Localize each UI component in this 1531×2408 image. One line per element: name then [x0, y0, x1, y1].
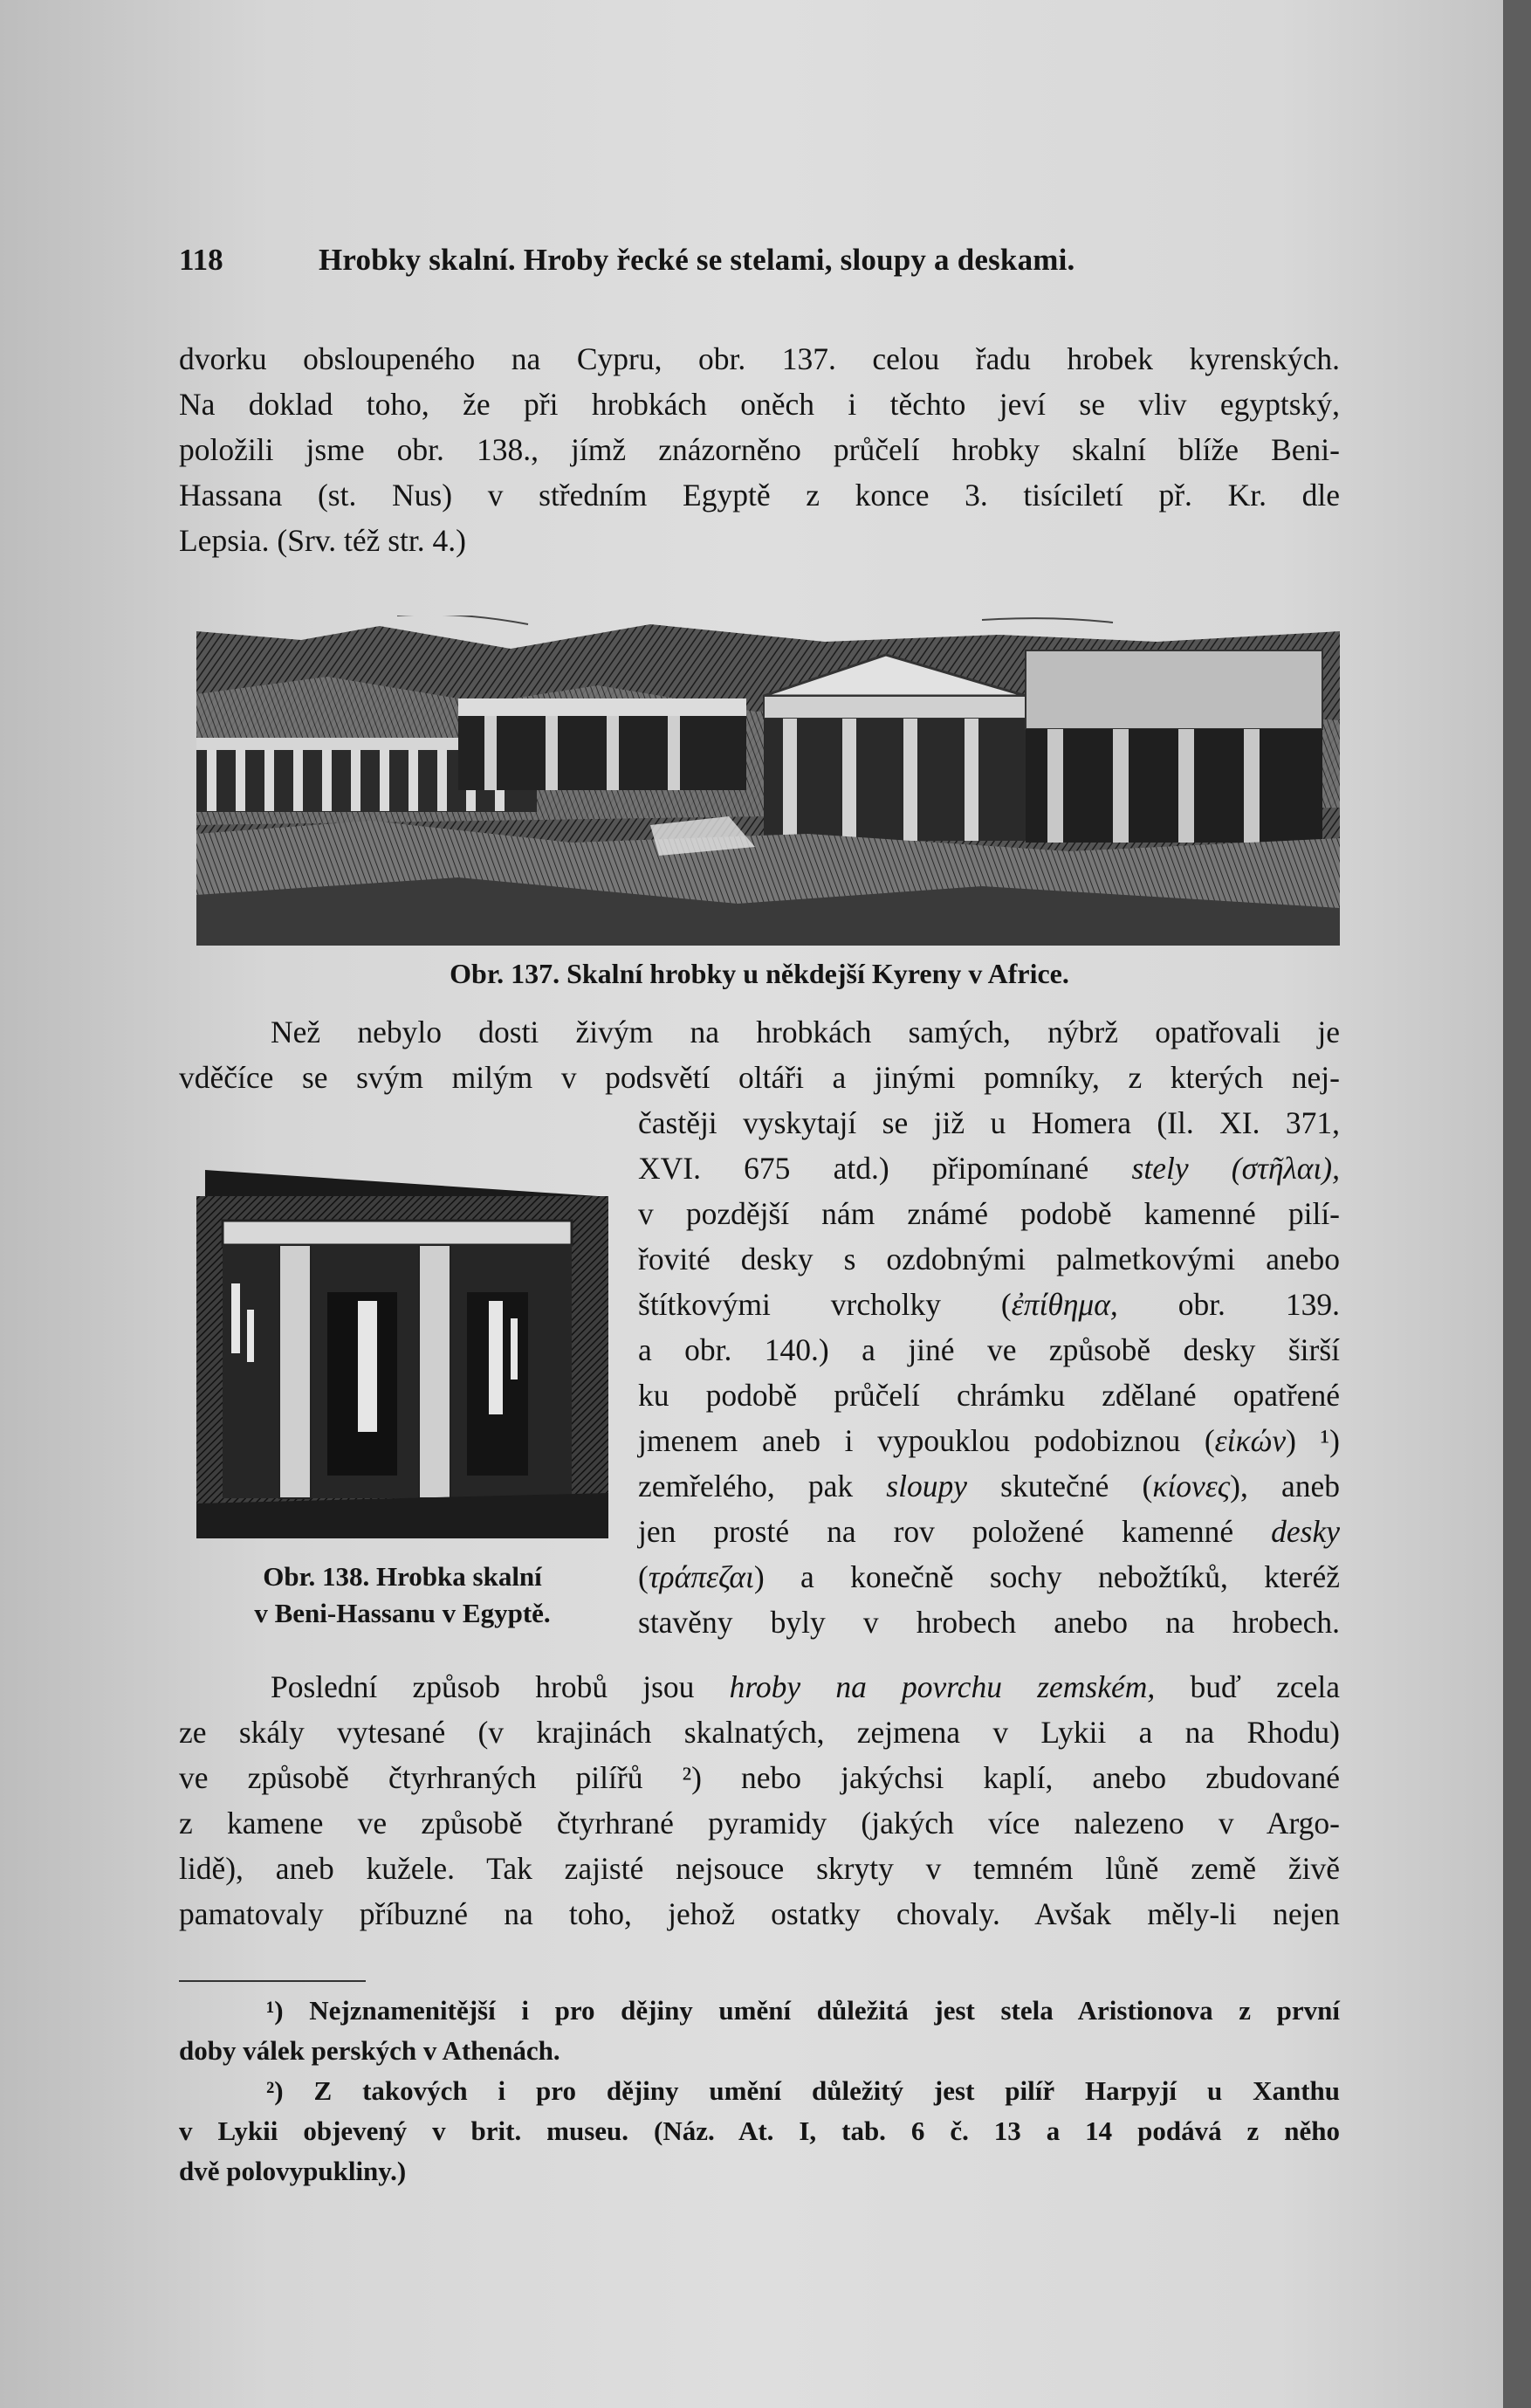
para2-line: vděčíce se svým milým v podsvětí oltáři a jinými pomníky, z kterých nej-	[179, 1060, 1340, 1095]
footnote-2-line: dvě polovypukliny.)	[179, 2156, 407, 2186]
para1-line: dvorku obsloupeného na Cypru, obr. 137. celou řadu hrobek kyrenských.	[179, 341, 1340, 376]
figure-138-caption-line: Obr. 138. Hrobka skalní	[263, 1561, 542, 1592]
para3-line: z kamene ve způsobě čtyrhrané pyramidy (jakých více nalezeno v Argo-	[179, 1806, 1340, 1840]
para3-line: ve způsobě čtyrhraných pilířů ²) nebo jakýchsi kaplí, anebo zbudované	[179, 1760, 1340, 1795]
para2-narrow-line: štítkovými vrcholky (ἐπίθημα, obr. 139.	[638, 1287, 1340, 1322]
para1-line: Lepsia. (Srv. též str. 4.)	[179, 523, 466, 558]
para2-narrow-line: v pozdější nám známé podobě kamenné pilí-	[638, 1196, 1340, 1231]
para1-line: Na doklad toho, že při hrobkách oněch i těchto jeví se vliv egyptský,	[179, 387, 1340, 422]
para3-line: Poslední způsob hrobů jsou hroby na povrchu zemském, buď zcela	[271, 1669, 1340, 1704]
beni-hassan-tomb-engraving	[196, 1161, 608, 1538]
figure-138-caption	[196, 1558, 608, 1632]
para2-narrow-line: ku podobě průčelí chrámku zdělané opatřené	[638, 1378, 1340, 1413]
page-content	[179, 0, 1340, 2408]
para2-narrow-line: jen prosté na rov položené kamenné desky	[638, 1514, 1340, 1549]
para1-line: Hassana (st. Nus) v středním Egyptě z konce 3. tisíciletí př. Kr. dle	[179, 478, 1340, 513]
para1-line: položili jsme obr. 138., jímž znázorněno průčelí hrobky skalní blíže Beni-	[179, 432, 1340, 467]
para2-narrow-line: častěji vyskytají se již u Homera (Il. XI. 371,	[638, 1105, 1340, 1140]
footnote-rule	[179, 1980, 366, 1982]
para2-narrow-line: (τράπεζαι) a konečně sochy nebožtíků, kteréž	[638, 1559, 1340, 1594]
footnote-2-line: v Lykii objevený v brit. museu. (Náz. At. I, tab. 6 č. 13 a 14 podává z něho	[179, 2116, 1340, 2146]
footnote-1-line: doby válek perských v Athenách.	[179, 2035, 560, 2066]
para2-narrow-line: a obr. 140.) a jiné ve způsobě desky širší	[638, 1332, 1340, 1367]
figure-137-caption: Obr. 137. Skalní hrobky u někdejší Kyreny v Africe.	[450, 958, 1069, 989]
page-edge-shadow	[1503, 0, 1531, 2408]
figure-138-caption-line: v Beni-Hassanu v Egyptě.	[254, 1598, 551, 1628]
para3-line: pamatovaly příbuzné na toho, jehož ostatky chovaly. Avšak měly-li nejen	[179, 1896, 1340, 1931]
para2-line: Než nebylo dosti živým na hrobkách samých, nýbrž opatřovali je	[271, 1015, 1340, 1049]
para3-line: lidě), aneb kužele. Tak zajisté nejsouce skryty v temném lůně země živě	[179, 1851, 1340, 1886]
para2-narrow-line: stavěny byly v hrobech anebo na hrobech.	[638, 1605, 1340, 1640]
running-title: Hrobky skalní. Hroby řecké se stelami, sloupy a deskami.	[319, 243, 1075, 277]
cyrene-tombs-engraving	[196, 616, 1340, 946]
para2-narrow-line: řovité desky s ozdobnými palmetkovými anebo	[638, 1242, 1340, 1276]
footnote-1-line: ¹) Nejznamenitější i pro dějiny umění důležitá jest stela Aristionova z první	[266, 1995, 1340, 2026]
para3-line: ze skály vytesané (v krajinách skalnatých, zejmena v Lykii a na Rhodu)	[179, 1715, 1340, 1750]
para2-narrow-line: XVI. 675 atd.) připomínané stely (στῆλαι),	[638, 1151, 1340, 1186]
page-number: 118	[179, 243, 223, 277]
para2-narrow-line: jmenem aneb i vypouklou podobiznou (εἰκών) ¹)	[638, 1423, 1340, 1458]
para2-narrow-line: zemřelého, pak sloupy skutečné (κίονες), aneb	[638, 1469, 1340, 1503]
footnote-2-line: ²) Z takových i pro dějiny umění důležitý jest pilíř Harpyjí u Xanthu	[266, 2075, 1340, 2106]
